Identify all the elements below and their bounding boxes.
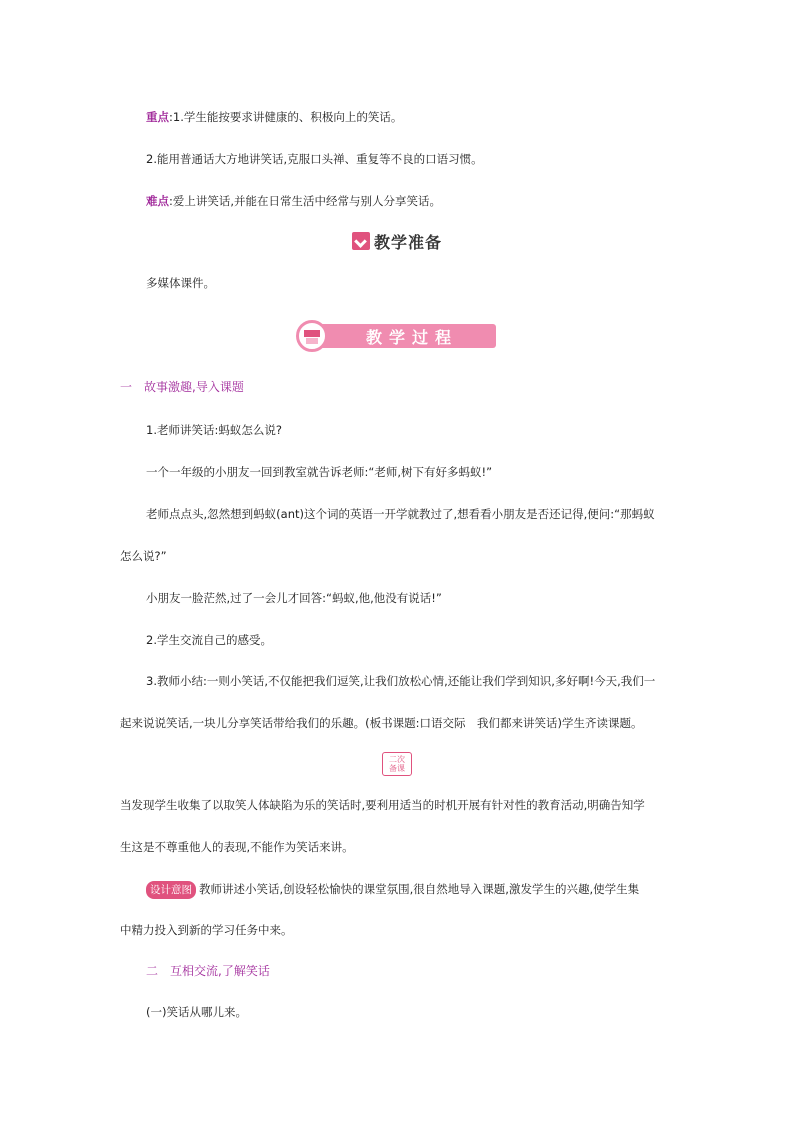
design-intent-text: 教师讲述小笑话,创设轻松愉快的课堂氛围,很自然地导入课题,激发学生的兴趣,使学生集	[199, 882, 640, 896]
key-point-2: 2.能用普通话大方地讲笑话,克服口头禅、重复等不良的口语习惯。	[146, 152, 483, 166]
checkmark-icon	[352, 232, 370, 250]
badge-line-1: 二次	[389, 755, 405, 764]
section-1-heading: 一 故事激趣,导入课题	[120, 380, 244, 394]
key-text-1: :1.学生能按要求讲健康的、积极向上的笑话。	[169, 110, 403, 124]
paragraph: 当发现学生收集了以取笑人体缺陷为乐的笑话时,要利用适当的时机开展有针对性的教育活动,明确告知学	[120, 798, 645, 812]
design-intent	[146, 881, 639, 899]
key-label: 重点	[146, 110, 169, 124]
second-prep-badge	[382, 752, 412, 776]
difficulty-text: :爱上讲笑话,并能在日常生活中经常与别人分享笑话。	[169, 194, 442, 208]
key-point-1	[146, 109, 402, 125]
paragraph: 3.教师小结:一则小笑话,不仅能把我们逗笑,让我们放松心情,还能让我们学到知识,多好啊!今天,我们一	[146, 674, 656, 688]
paragraph: 小朋友一脸茫然,过了一会儿才回答:“蚂蚁,他,他没有说话!”	[146, 591, 442, 605]
paragraph: 一个一年级的小朋友一回到教室就告诉老师:“老师,树下有好多蚂蚁!”	[146, 465, 493, 479]
difficulty-label: 难点	[146, 194, 169, 208]
preparation-title: 教学准备	[374, 232, 443, 252]
paragraph: 起来说说笑话,一块儿分享笑话带给我们的乐趣。(板书课题:口语交际 我们都来讲笑话)学生齐读课题。	[120, 716, 643, 730]
paragraph: 怎么说?”	[120, 549, 167, 563]
paragraph: 生这是不尊重他人的表现,不能作为笑话来讲。	[120, 840, 354, 854]
preparation-content: 多媒体课件。	[146, 276, 215, 290]
section-2-heading: 二 互相交流,了解笑话	[146, 964, 270, 978]
paragraph: (一)笑话从哪儿来。	[146, 1005, 247, 1019]
paragraph: 2.学生交流自己的感受。	[146, 633, 272, 647]
process-banner	[296, 322, 496, 350]
paragraph: 老师点点头,忽然想到蚂蚁(ant)这个词的英语一开学就教过了,想看看小朋友是否还记得,便问:“那蚂蚁	[146, 507, 655, 521]
paragraph: 1.老师讲笑话:蚂蚁怎么说?	[146, 423, 282, 437]
design-intent-tag: 设计意图	[146, 881, 196, 899]
difficulty-point	[146, 193, 441, 209]
paragraph: 中精力投入到新的学习任务中来。	[120, 923, 293, 937]
badge-line-2: 备课	[389, 764, 405, 773]
process-title: 教学过程	[366, 328, 459, 347]
graduation-cap-icon	[296, 320, 328, 352]
preparation-header	[352, 230, 452, 252]
